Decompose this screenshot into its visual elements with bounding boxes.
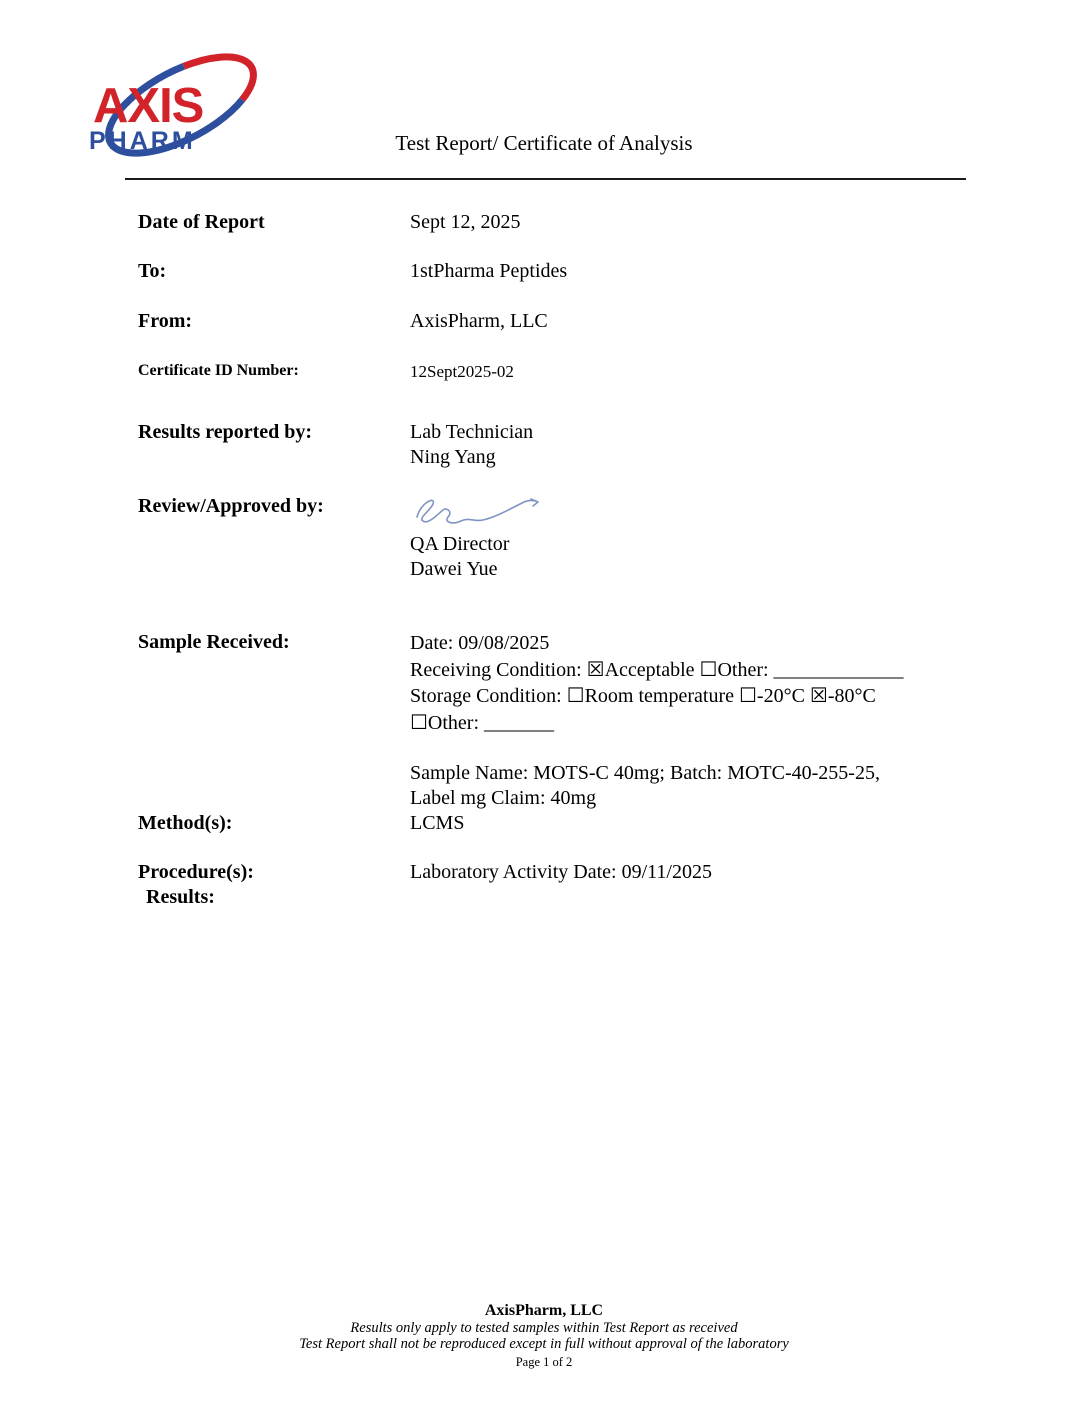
procedures-value: Laboratory Activity Date: 09/11/2025 (410, 861, 712, 883)
footer-page-number: Page 1 of 2 (515, 1355, 573, 1369)
technician-name: Ning Yang (410, 446, 496, 468)
received-date-line: Date: 09/08/2025 (410, 632, 550, 654)
signature-scribble-icon (410, 490, 550, 532)
sample-received-label: Sample Received: (138, 631, 290, 653)
logo-pharm-text: PHARM (89, 127, 196, 155)
methods-label: Method(s): (138, 812, 233, 834)
from-label: From: (138, 310, 193, 332)
results-reported-by-value (410, 420, 533, 470)
document-title: Test Report/ Certificate of Analysis (395, 131, 693, 155)
to-value: 1stPharma Peptides (410, 260, 568, 282)
label-claim-line: Label mg Claim: 40mg (410, 787, 597, 809)
certificate-id-value: 12Sept2025-02 (410, 362, 514, 381)
certificate-id-label: Certificate ID Number: (138, 362, 299, 379)
receiving-condition-line: Receiving Condition: ☒Acceptable ☐Other: _____________ (410, 658, 904, 681)
other-condition-line: ☐Other: _______ (410, 711, 555, 734)
approver-name: Dawei Yue (410, 558, 498, 580)
storage-condition-line: Storage Condition: ☐Room temperature ☐-20°C ☒-80°C (410, 685, 876, 707)
to-label: To: (138, 260, 167, 282)
technician-title: Lab Technician (410, 421, 534, 443)
signature (410, 490, 560, 532)
header-divider (125, 178, 966, 180)
footer-company: AxisPharm, LLC (484, 1302, 604, 1319)
page-footer (0, 1302, 1088, 1370)
sample-info-value (410, 761, 880, 811)
results-label: Results: (146, 886, 215, 908)
logo-axis-text: AXIS (93, 79, 204, 133)
footer-note-2: Test Report shall not be reproduced except in full without approval of the laboratory (299, 1336, 789, 1352)
results-reported-by-label: Results reported by: (138, 421, 313, 443)
date-of-report-value: Sept 12, 2025 (410, 211, 521, 233)
review-approved-by-label: Review/Approved by: (138, 495, 324, 517)
approver-title: QA Director (410, 533, 510, 555)
procedures-label: Procedure(s): (138, 861, 254, 883)
methods-value: LCMS (410, 812, 465, 834)
sample-name-line: Sample Name: MOTS-C 40mg; Batch: MOTC-40-255-25, (410, 762, 880, 784)
date-of-report-label: Date of Report (138, 211, 265, 233)
sample-received-value (410, 630, 904, 736)
from-value: AxisPharm, LLC (410, 310, 548, 332)
footer-note-1: Results only apply to tested samples within Test Report as received (350, 1320, 738, 1336)
